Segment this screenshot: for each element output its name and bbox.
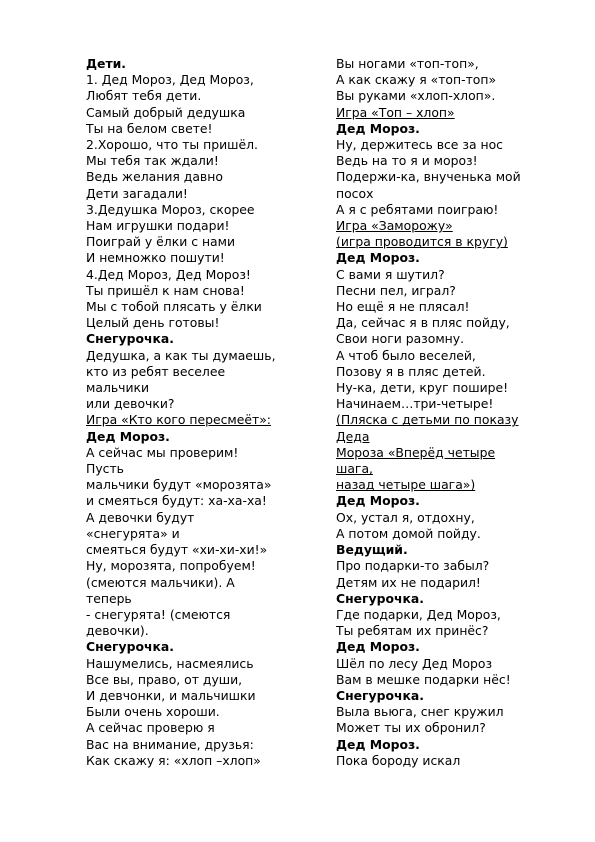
text-line: А я с ребятами поиграю! bbox=[336, 201, 499, 217]
text-line: девочки). bbox=[86, 623, 149, 639]
text-line: А девочки будут bbox=[86, 509, 195, 525]
text-line: Где подарки, Дед Мороз, bbox=[336, 606, 501, 622]
text-line: А сейчас проверю я bbox=[86, 720, 215, 736]
text-line: Ты на белом свете! bbox=[86, 120, 213, 136]
text-line: Но ещё я не плясал! bbox=[336, 299, 470, 315]
text-line: Пока бороду искал bbox=[336, 752, 461, 768]
speaker-heading: Снегурочка. bbox=[336, 590, 424, 606]
stage-direction: (Пляска с детьми по показу bbox=[336, 412, 519, 428]
text-line: мальчики будут «морозята» bbox=[86, 477, 272, 493]
text-line: Мы с тобой плясать у ёлки bbox=[86, 299, 262, 315]
text-line: Ведь на то я и мороз! bbox=[336, 153, 478, 169]
text-line: посох bbox=[336, 185, 374, 201]
text-line: Ты ребятам их принёс? bbox=[336, 623, 489, 639]
text-line: Свои ноги разомну. bbox=[336, 331, 465, 347]
text-line: Ведь желания давно bbox=[86, 169, 223, 185]
text-line: Начинаем…три-четыре! bbox=[336, 396, 494, 412]
stage-direction: шага, bbox=[336, 461, 373, 477]
text-line: Все вы, право, от души, bbox=[86, 671, 243, 687]
stage-direction: Игра «Топ – хлоп» bbox=[336, 104, 455, 120]
text-line: Самый добрый дедушка bbox=[86, 104, 246, 120]
text-line: Как скажу я: «хлоп –хлоп» bbox=[86, 752, 261, 768]
text-line: «снегурята» и bbox=[86, 525, 180, 541]
text-line: Вас на внимание, друзья: bbox=[86, 736, 254, 752]
text-line: мальчики bbox=[86, 380, 150, 396]
text-line: Дедушка, а как ты думаешь, bbox=[86, 347, 276, 363]
text-line: 2.Хорошо, что ты пришёл. bbox=[86, 137, 258, 153]
stage-direction: Мороза «Вперёд четыре bbox=[336, 444, 496, 460]
text-line: Может ты их обронил? bbox=[336, 720, 486, 736]
text-line: Шёл по лесу Дед Мороз bbox=[336, 655, 493, 671]
text-line: Ну, морозята, попробуем! bbox=[86, 558, 256, 574]
text-line: Нашумелись, насмеялись bbox=[86, 655, 254, 671]
text-line: и смеяться будут: ха-ха-ха! bbox=[86, 493, 267, 509]
text-line: Выла вьюга, снег кружил bbox=[336, 704, 504, 720]
speaker-heading: Дед Мороз. bbox=[336, 493, 420, 509]
text-line: теперь bbox=[86, 590, 132, 606]
text-line: или девочки? bbox=[86, 396, 175, 412]
text-line: - снегурята! (смеются bbox=[86, 606, 231, 622]
speaker-heading: Дед Мороз. bbox=[336, 736, 420, 752]
text-line: Пусть bbox=[86, 461, 124, 477]
text-line: Ну, держитесь все за нос bbox=[336, 137, 503, 153]
text-line: 4.Дед Мороз, Дед Мороз! bbox=[86, 266, 251, 282]
text-line: Вы ногами «топ-топ», bbox=[336, 56, 479, 71]
text-line: Вы руками «хлоп-хлоп». bbox=[336, 88, 496, 104]
text-line: И девчонки, и мальчишки bbox=[86, 687, 256, 703]
stage-direction: (игра проводится в кругу) bbox=[336, 234, 508, 250]
text-line: Поиграй у ёлки с нами bbox=[86, 234, 236, 250]
left-text-column bbox=[86, 56, 308, 769]
text-line: С вами я шутил? bbox=[336, 266, 445, 282]
speaker-heading: Дед Мороз. bbox=[86, 428, 170, 444]
text-line: (смеются мальчики). А bbox=[86, 574, 235, 590]
speaker-heading: Дед Мороз. bbox=[336, 120, 420, 136]
text-line: Вам в мешке подарки нёс! bbox=[336, 671, 511, 687]
text-line: А чтоб было веселей, bbox=[336, 347, 476, 363]
speaker-heading: Снегурочка. bbox=[86, 639, 174, 655]
text-line: И немножко пошути! bbox=[86, 250, 225, 266]
text-line: Подержи-ка, внученька мой bbox=[336, 169, 521, 185]
stage-direction: Игра «Заморожу» bbox=[336, 218, 453, 234]
speaker-heading: Дети. bbox=[86, 56, 127, 71]
text-line: Ох, устал я, отдохну, bbox=[336, 509, 475, 525]
text-line: Ну-ка, дети, круг пошире! bbox=[336, 380, 509, 396]
text-line: Любят тебя дети. bbox=[86, 88, 202, 104]
text-line: А потом домой пойду. bbox=[336, 525, 481, 541]
text-line: Да, сейчас я в пляс пойду, bbox=[336, 315, 510, 331]
speaker-heading: Снегурочка. bbox=[86, 331, 174, 347]
text-line: кто из ребят веселее bbox=[86, 363, 226, 379]
text-line: Были очень хороши. bbox=[86, 704, 220, 720]
text-line: А как скажу я «топ-топ» bbox=[336, 72, 497, 88]
stage-direction: Деда bbox=[336, 428, 370, 444]
text-line: Мы тебя так ждали! bbox=[86, 153, 219, 169]
speaker-heading: Дед Мороз. bbox=[336, 639, 420, 655]
text-line: смеяться будут «хи-хи-хи!» bbox=[86, 542, 268, 558]
text-line: Про подарки-то забыл? bbox=[336, 558, 490, 574]
stage-direction: Игра «Кто кого пересмеёт»: bbox=[86, 412, 271, 428]
text-line: Ты пришёл к нам снова! bbox=[86, 282, 245, 298]
speaker-heading: Снегурочка. bbox=[336, 687, 424, 703]
stage-direction: назад четыре шага») bbox=[336, 477, 476, 493]
text-line: Песни пел, играл? bbox=[336, 282, 456, 298]
text-line: Нам игрушки подари! bbox=[86, 218, 230, 234]
text-line: Детям их не подарил! bbox=[336, 574, 481, 590]
text-line: 3.Дедушка Мороз, скорее bbox=[86, 201, 255, 217]
speaker-heading: Дед Мороз. bbox=[336, 250, 420, 266]
speaker-heading: Ведущий. bbox=[336, 542, 408, 558]
text-line: 1. Дед Мороз, Дед Мороз, bbox=[86, 72, 254, 88]
text-line: Целый день готовы! bbox=[86, 315, 220, 331]
right-text-column bbox=[336, 56, 556, 769]
text-line: Позову я в пляс детей. bbox=[336, 363, 486, 379]
text-line: Дети загадали! bbox=[86, 185, 188, 201]
text-line: А сейчас мы проверим! bbox=[86, 444, 239, 460]
